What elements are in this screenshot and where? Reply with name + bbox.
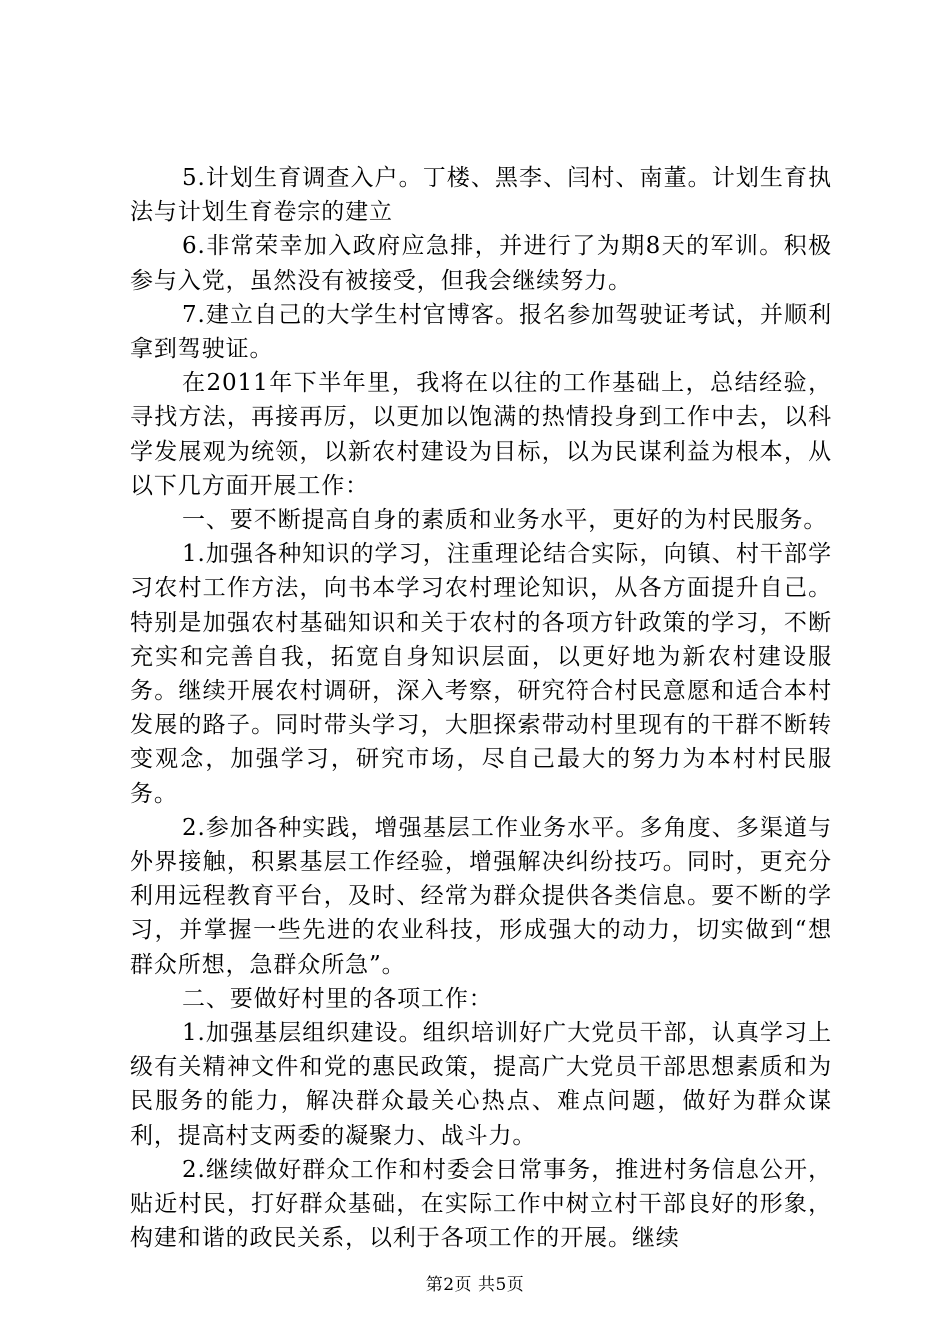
paragraph-organization-building: 1.加强基层组织建设。组织培训好广大党员干部，认真学习上级有关精神文件和党的惠民政策，提高广大党员干部思想素质和为民服务的能力，解决群众最关心热点、难点问题，做好为群众谋利，提高村支两委的凝聚力、战斗力。 xyxy=(130,1020,832,1149)
paragraph-emergency-militia: 6.非常荣幸加入政府应急排，并进行了为期8天的军训。积极参与入党，虽然没有被接受，但我会继续努力。 xyxy=(130,233,832,294)
paragraph-family-planning-survey: 5.计划生育调查入户。丁楼、黑李、闫村、南董。计划生育执法与计划生育卷宗的建立 xyxy=(130,165,832,226)
page-footer: 第2页 共5页 xyxy=(425,1275,525,1295)
paragraph-practice: 2.参加各种实践，增强基层工作业务水平。多角度、多渠道与外界接触，积累基层工作经验，增强解决纠纷技巧。同时，更充分利用远程教育平台，及时、经常为群众提供各类信息。要不断的学习，并掌握一些先进的农业科技，形成强大的动力，切实做到“想群众所想，急群众所急”。 xyxy=(130,814,832,978)
heading-improve-quality: 一、要不断提高自身的素质和业务水平，更好的为村民服务。 xyxy=(182,507,828,534)
document-body xyxy=(130,161,832,1256)
heading-village-work: 二、要做好村里的各项工作： xyxy=(182,985,493,1012)
paragraph-mass-work: 2.继续做好群众工作和村委会日常事务，推进村务信息公开，贴近村民，打好群众基础，在实际工作中树立村干部良好的形象，构建和谐的政民关系，以利于各项工作的开展。继续 xyxy=(130,1156,832,1252)
paragraph-study-knowledge: 1.加强各种知识的学习，注重理论结合实际，向镇、村干部学习农村工作方法，向书本学习农村理论知识，从各方面提升自己。特别是加强农村基础知识和关于农村的各项方针政策的学习，不断充实和完善自我，拓宽自身知识层面，以更好地为新农村建设服务。继续开展农村调研，深入考察，研究符合村民意愿和适合本村发展的路子。同时带头学习，大胆探索带动村里现有的干群不断转变观念，加强学习，研究市场，尽自己最大的努力为本村村民服务。 xyxy=(130,541,832,807)
paragraph-blog-driving: 7.建立自己的大学生村官博客。报名参加驾驶证考试，并顺利拿到驾驶证。 xyxy=(130,301,832,363)
paragraph-second-half-plan: 在2011年下半年里，我将在以往的工作基础上，总结经验，寻找方法，再接再厉，以更加以饱满的热情投身到工作中去，以科学发展观为统领，以新农村建设为目标，以为民谋利益为根本，从以下几方面开展工作： xyxy=(130,370,832,499)
